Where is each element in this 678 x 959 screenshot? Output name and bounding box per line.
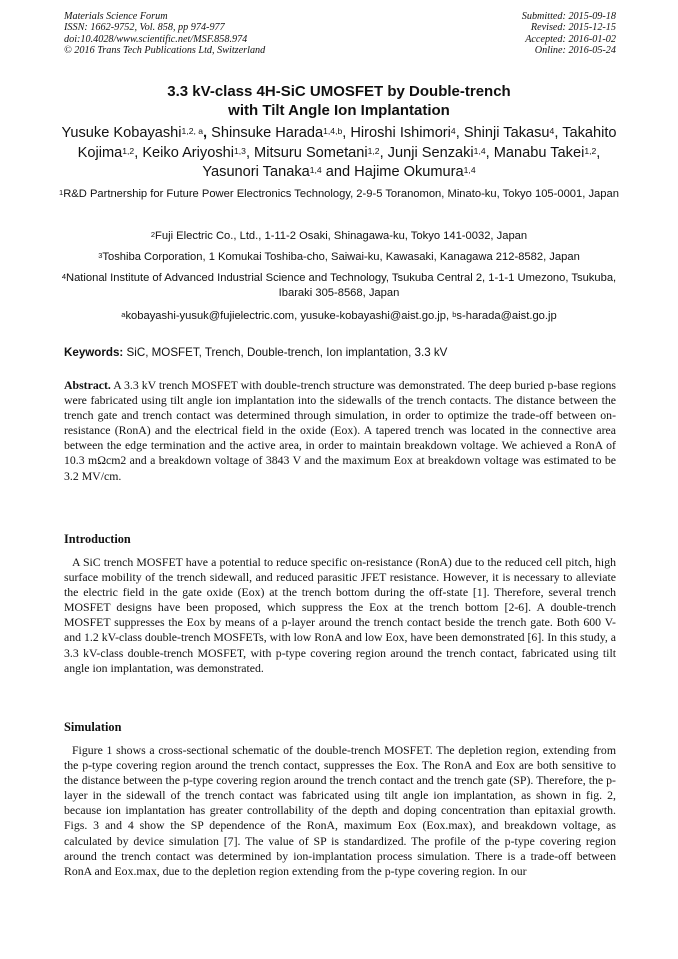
email-marker-a: a [121, 310, 126, 319]
author-name: Junji Senzaki [387, 144, 474, 161]
author-affiliation: 4 [450, 126, 456, 136]
abstract [64, 378, 616, 484]
abstract-label: Abstract. [64, 378, 111, 392]
author-affiliation: 1,3 [233, 145, 246, 156]
journal-doi: doi:10.4028/www.scientific.net/MSF.858.974 [64, 33, 248, 45]
journal-name: Materials Science Forum [64, 11, 168, 22]
introduction-text: A SiC trench MOSFET have a potential to reduce specific on-resistance (RonA) due to the reduced cell pitch, high surface mobility of the trench sidewall, and reduced parasitic JFET resistance. However, it is necessary to alleviate the electric field in the gate oxide (Eox) at the trench bottom during the off-state [1]. Therefore, several trench MOSFET designs have been proposed, which suppress the Eox at the trench bottom [2-6]. A double-trench MOSFET suppresses the Eox by means of a p-layer around the trench contact beside the trench gate. Both 600 V- and 1.2 kV-class double-trench MOSFETs, with low RonA and low Eox, have been demonstrated [6]. In this study, a 3.3 kV-class double-trench MOSFET, with p-type covering region around the trench contact, fabricated using tilt angle ion implantation, was demonstrated. [64, 555, 616, 675]
author [61, 125, 211, 141]
author-separator: , [379, 144, 388, 161]
author-separator: , [455, 125, 464, 141]
author [388, 145, 494, 161]
author [211, 125, 350, 141]
author-separator: , [554, 125, 563, 141]
affiliation-number: 4 [61, 272, 66, 281]
author-affiliation: 1,4 [309, 165, 322, 175]
author-list [58, 124, 620, 183]
title-line-2: with Tilt Angle Ion Implantation [228, 102, 450, 119]
author-name: Keiko Ariyoshi [142, 144, 234, 161]
journal-copyright: © 2016 Trans Tech Publications Ltd, Switzerland [64, 44, 266, 56]
affiliation-text: Toshiba Corporation, 1 Komukai Toshiba-cho, Saiwai-ku, Kawasaki, Kanagawa 212-8582, Japan [102, 251, 580, 263]
affiliation-text: R&D Partnership for Future Power Electronics Technology, 2-9-5 Toranomon, Minato-ku, Tokyo 105-0001, Japan [63, 188, 619, 200]
affiliation-text: Fuji Electric Co., Ltd., 1-11-2 Osaki, Shinagawa-ku, Tokyo 141-0032, Japan [155, 230, 528, 242]
author-name: Takahito Kojima [77, 125, 617, 161]
author-separator: and [321, 164, 355, 180]
author [202, 164, 354, 180]
paper-title [0, 82, 678, 120]
author-name: Hiroshi Ishimori [350, 125, 451, 141]
journal-info [64, 11, 265, 56]
email-a: kobayashi-yusuk@fujielectric.com, yusuke-kobayashi@aist.go.jp, [125, 310, 450, 322]
introduction-heading: Introduction [64, 532, 131, 546]
keywords-text: SiC, MOSFET, Trench, Double-trench, Ion implantation, 3.3 kV [126, 346, 448, 359]
author-affiliation: 1,2 [584, 145, 597, 156]
author [142, 145, 254, 161]
author-name: Shinsuke Harada [211, 125, 324, 141]
simulation-heading: Simulation [64, 720, 122, 734]
author-affiliation: 1,2 [367, 145, 380, 156]
affiliation-number: 1 [59, 188, 64, 197]
author [354, 164, 475, 180]
affiliation-text: National Institute of Advanced Industrial Science and Technology, Tsukuba Central 2, 1-1-1 Umezono, Tsukuba, Ibaraki 305-8568, Japan [65, 272, 617, 299]
author [254, 145, 388, 161]
author-name: Mitsuru Sometani [254, 144, 368, 161]
simulation-text: Figure 1 shows a cross-sectional schematic of the double-trench MOSFET. The depletion region, extending from the p-type covering region around the trench contact, suppresses the Eox. The RonA and Eox are both sensitive to the distance between the p-type covering region around the trench contact and the trench gate (SP). Therefore, the p-layer in the sidewall of the trench contact was fabricated using tilt angle ion implantation, as shown in fig. 2, because ion implantation has greater controllability of the depth and doping concentration than epitaxial growth. Figs. 3 and 4 show the SP dependence of the RonA, maximum Eox (Eox.max), and breakdown voltage, as calculated by device simulation [7]. The value of SP is standardized. The profile of the p-type covering region around the trench contact was determined by ion-implantation process simulation. There is a trade-off between RonA and Eox.max, due to the depletion region extending from the p-type covering region. In our [64, 743, 616, 878]
author-separator: , [134, 144, 143, 161]
affiliation-1 [58, 186, 620, 203]
affiliation-3 [58, 249, 620, 266]
affiliation-number: 2 [150, 230, 156, 239]
keywords [64, 345, 624, 360]
email-marker-b: b [452, 310, 457, 319]
author [350, 125, 463, 141]
author-affiliation: 1,4,b [323, 126, 343, 136]
date-online: Online: 2016-05-24 [534, 44, 616, 56]
journal-issn: ISSN: 1662-9752, Vol. 858, pp 974-977 [64, 22, 225, 34]
date-revised: Revised: 2015-12-15 [530, 22, 616, 34]
date-submitted: Submitted: 2015-09-18 [521, 11, 616, 22]
title-line-1: 3.3 kV-class 4H-SiC UMOSFET by Double-trench [167, 83, 511, 100]
author-affiliation: 1,2, a [181, 126, 204, 136]
author-separator: , [342, 125, 351, 141]
author-affiliation: 1,4 [473, 145, 486, 156]
email-b: s-harada@aist.go.jp [456, 310, 557, 322]
author-affiliation: 4 [549, 126, 555, 136]
affiliation-number: 3 [98, 251, 103, 260]
date-accepted: Accepted: 2016-01-02 [525, 33, 616, 45]
author-name: Yasunori Tanaka [202, 164, 310, 180]
author-affiliation: 1,2 [122, 145, 135, 156]
author-separator: , [245, 144, 255, 161]
keywords-label: Keywords: [64, 346, 124, 359]
affiliation-4 [58, 271, 620, 301]
author-name: Hajime Okumura [354, 164, 464, 180]
author-separator: , [596, 144, 601, 161]
submission-dates [522, 11, 616, 56]
author-separator: , [485, 144, 494, 161]
author-name: Shinji Takasu [463, 125, 550, 141]
author [494, 145, 601, 161]
affiliation-2 [58, 228, 620, 245]
author-name: Manabu Takei [493, 144, 585, 161]
author-affiliation: 1,4 [463, 165, 476, 175]
author-separator: , [203, 125, 212, 141]
author [464, 125, 562, 141]
author-name: Yusuke Kobayashi [61, 125, 182, 141]
abstract-text: A 3.3 kV trench MOSFET with double-trench structure was demonstrated. The deep buried p-base regions were fabricated using tilt angle ion implantation into the sidewalls of the trench contacts. The distance between the trench gate and trench contact was determined through simulation, in order to optimize the trade-off between on-resistance (RonA) and the electrical field in the oxide (Eox). A tapered trench was located in the connective area between the edge termination and the active area, in order to maintain breakdown voltage. We achieved a RonA of 10.3 mΩcm2 and a breakdown voltage of 3843 V and the maximum Eox at breakdown voltage was estimated to be 3.2 MV/cm. [64, 378, 616, 483]
author-emails [58, 308, 620, 325]
